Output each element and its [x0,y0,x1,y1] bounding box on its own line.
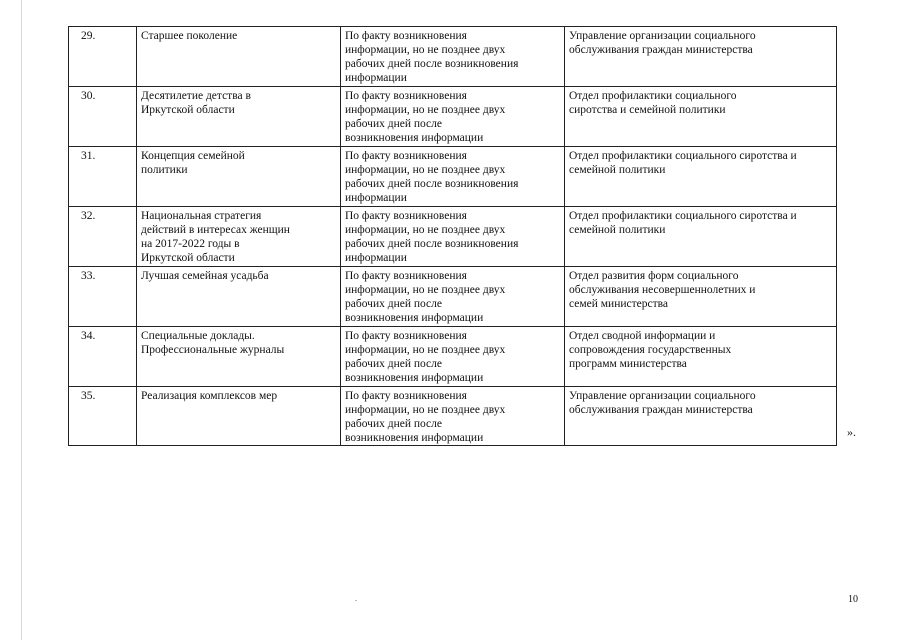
section-name-cell [137,27,341,87]
deadline-text: По факту возникновения информации, но не позднее двух рабочих дней после возникновения информации [345,90,506,144]
section-name: Лучшая семейная усадьба [141,270,269,282]
responsible-unit: Отдел профилактики социального сиротства и семейной политики [569,210,797,236]
section-name-cell [137,87,341,147]
deadline-text-cell [341,387,565,446]
responsible-unit-cell [565,87,837,147]
section-name: Реализация комплексов мер [141,390,278,402]
deadline-text: По факту возникновения информации, но не позднее двух рабочих дней после возникновения информации [345,270,506,324]
responsible-unit-cell [565,267,837,327]
responsible-unit: Отдел профилактики социального сиротства и семейной политики [569,90,737,116]
section-name: Десятилетие детства в Иркутской области [141,90,251,116]
table-row [69,267,837,327]
deadline-text: По факту возникновения информации, но не позднее двух рабочих дней после возникновения информации [345,390,506,444]
row-number: 30. [81,90,96,102]
responsible-unit-cell [565,147,837,207]
section-name-cell [137,147,341,207]
responsible-unit: Отдел профилактики социального сиротства и семейной политики [569,150,797,176]
row-number: 34. [81,330,96,342]
table-row [69,147,837,207]
row-number: 29. [81,30,96,42]
section-name: Старшее поколение [141,30,238,42]
deadline-text-cell [341,147,565,207]
deadline-text-cell [341,207,565,267]
deadline-text: По факту возникновения информации, но не позднее двух рабочих дней после возникновения информации [345,150,519,204]
responsible-unit: Отдел развития форм социального обслуживания несовершеннолетних и семей министерства [569,270,756,310]
row-number: 33. [81,270,96,282]
row-number-cell [69,207,137,267]
responsible-unit: Управление организации социального обслуживания граждан министерства [569,390,756,416]
responsible-unit: Отдел сводной информации и сопровождения государственных программ министерства [569,330,732,370]
responsible-unit-cell [565,327,837,387]
deadline-text-cell [341,327,565,387]
table-row [69,87,837,147]
row-number-cell [69,267,137,327]
deadline-text: По факту возникновения информации, но не позднее двух рабочих дней после возникновения информации [345,330,506,384]
deadline-text-cell [341,267,565,327]
row-number-cell [69,87,137,147]
section-name-cell [137,387,341,446]
table-row [69,207,837,267]
section-name-cell [137,267,341,327]
section-name-cell [137,327,341,387]
row-number: 31. [81,150,96,162]
deadline-text-cell [341,87,565,147]
deadline-text: По факту возникновения информации, но не позднее двух рабочих дней после возникновения информации [345,30,519,84]
page-number: 10 [848,594,858,605]
deadline-text-cell [341,27,565,87]
section-name-cell [137,207,341,267]
row-number-cell [69,327,137,387]
section-name: Концепция семейной политики [141,150,245,176]
closing-quote: ». [847,425,856,439]
table-row [69,327,837,387]
table-row [69,387,837,446]
scan-speck [355,600,357,601]
row-number-cell [69,387,137,446]
row-number-cell [69,147,137,207]
section-name: Национальная стратегия действий в интересах женщин на 2017-2022 годы в Иркутской области [141,210,290,264]
row-number: 35. [81,390,96,402]
table-body [69,27,837,446]
responsible-unit-cell [565,207,837,267]
scan-edge-line [21,0,22,640]
responsible-unit: Управление организации социального обслуживания граждан министерства [569,30,756,56]
info-table [68,26,837,446]
row-number: 32. [81,210,96,222]
responsible-unit-cell [565,387,837,446]
deadline-text: По факту возникновения информации, но не позднее двух рабочих дней после возникновения информации [345,210,519,264]
responsible-unit-cell [565,27,837,87]
section-name: Специальные доклады. Профессиональные журналы [141,330,285,356]
row-number-cell [69,27,137,87]
table-row [69,27,837,87]
